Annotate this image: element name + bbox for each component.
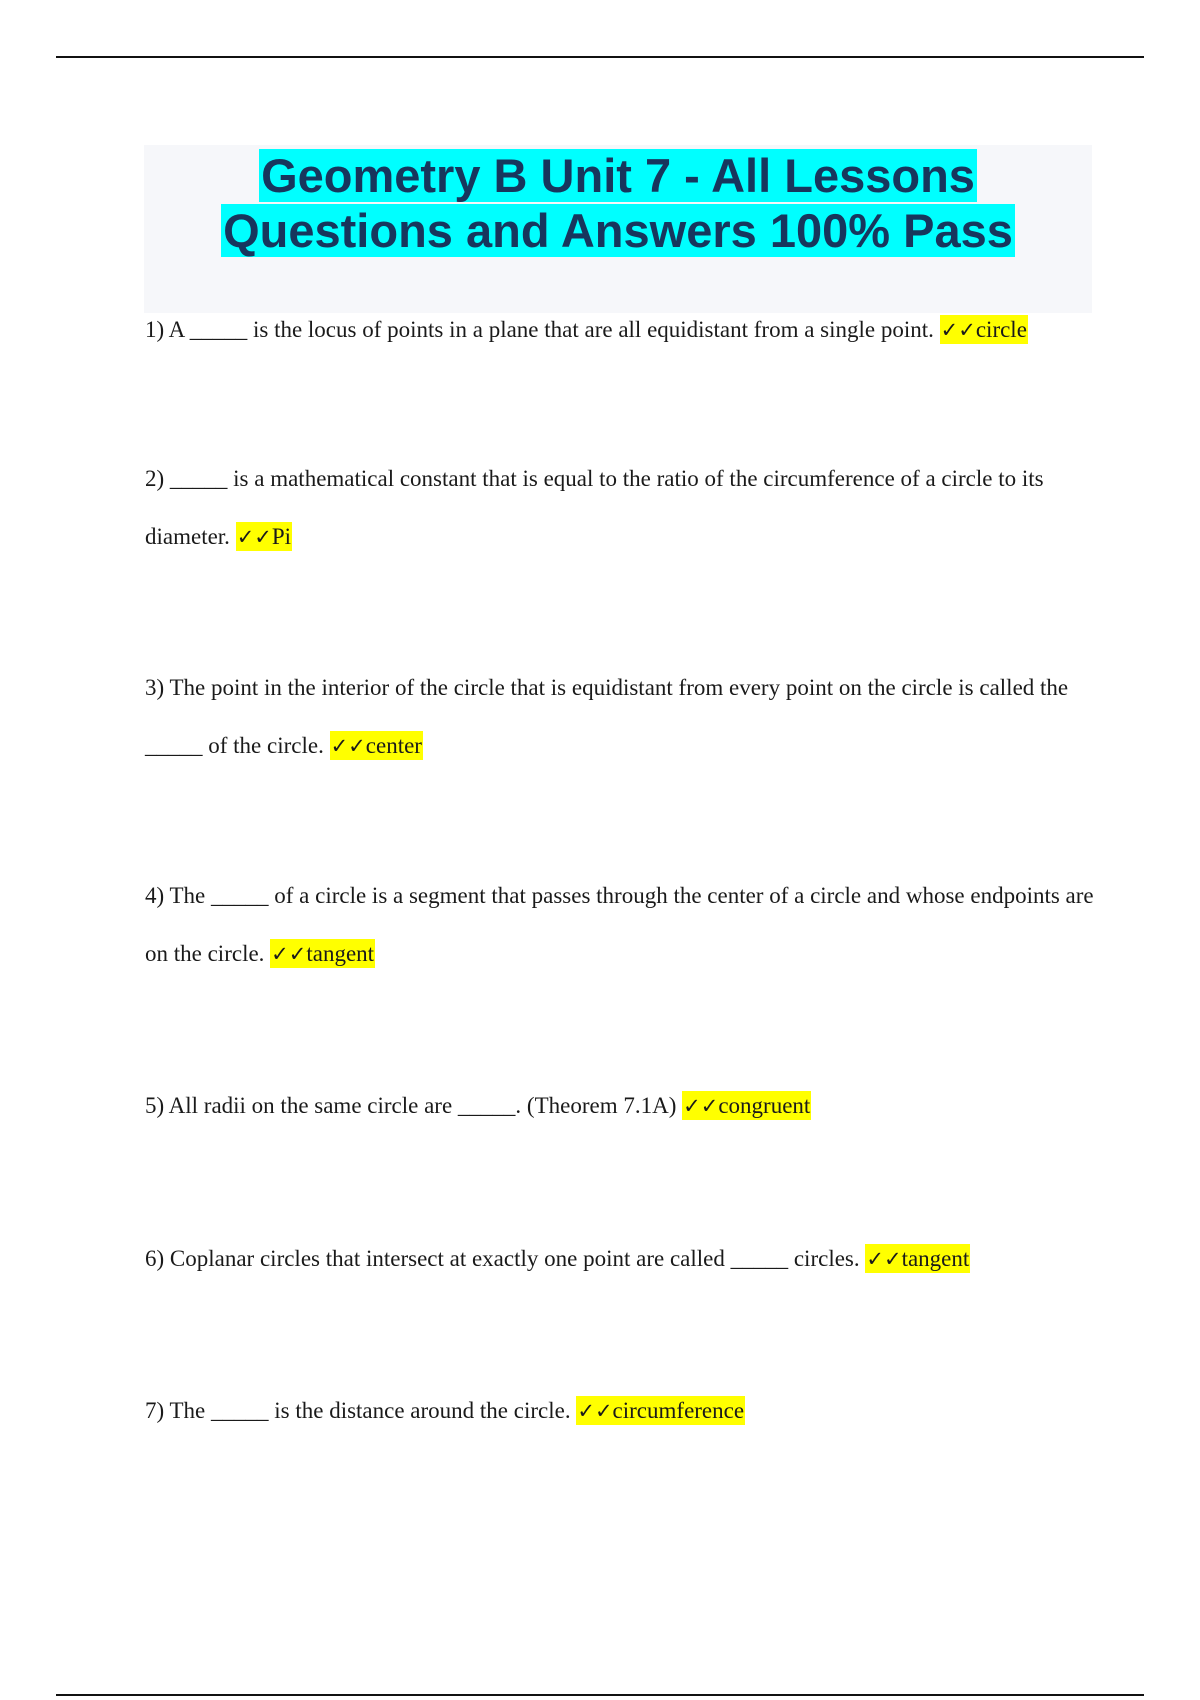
answer-text: center: [365, 733, 422, 758]
footer-rule: [56, 1694, 1144, 1696]
answer-highlight: [270, 939, 375, 968]
title-line-2: Questions and Answers 100% Pass: [223, 204, 1013, 257]
answer-highlight: [865, 1244, 970, 1273]
answer-highlight: [330, 731, 423, 760]
double-check-icon: ✓✓: [940, 318, 976, 342]
answer-text: tangent: [901, 1246, 970, 1271]
document-title: [144, 145, 1092, 258]
question-1: [145, 301, 1095, 359]
double-check-icon: ✓✓: [271, 942, 307, 966]
question-4: [145, 867, 1095, 983]
question-7: [145, 1382, 1095, 1440]
answer-text: circumference: [612, 1398, 745, 1423]
header-rule: [56, 56, 1144, 58]
double-check-icon: ✓✓: [683, 1094, 719, 1118]
question-text: 1) A _____ is the locus of points in a plane that are all equidistant from a single point.: [145, 317, 934, 342]
answer-text: circle: [975, 317, 1027, 342]
answer-text: Pi: [271, 524, 292, 549]
question-text: 6) Coplanar circles that intersect at exactly one point are called _____ circles.: [145, 1246, 860, 1271]
question-6: [145, 1230, 1095, 1288]
double-check-icon: ✓✓: [330, 734, 366, 758]
answer-highlight: [682, 1091, 811, 1120]
question-text: 3) The point in the interior of the circle that is equidistant from every point on the circle is called the _____ of the circle.: [145, 675, 1069, 758]
answer-text: congruent: [718, 1093, 811, 1118]
title-line-1: Geometry B Unit 7 - All Lessons: [261, 149, 975, 202]
answer-highlight: [940, 315, 1028, 344]
double-check-icon: ✓✓: [577, 1399, 613, 1423]
question-text: 2) _____ is a mathematical constant that is equal to the ratio of the circumference of a circle to its diameter.: [145, 466, 1044, 549]
answer-highlight: [236, 522, 292, 551]
question-3: [145, 659, 1095, 775]
question-2: [145, 450, 1095, 566]
double-check-icon: ✓✓: [236, 525, 272, 549]
title-box: [144, 145, 1092, 313]
question-text: 4) The _____ of a circle is a segment that passes through the center of a circle and whose endpoints are on the circle.: [145, 883, 1094, 966]
answer-highlight: [576, 1396, 745, 1425]
answer-text: tangent: [306, 941, 375, 966]
double-check-icon: ✓✓: [866, 1247, 902, 1271]
question-5: [145, 1077, 1095, 1135]
question-text: 7) The _____ is the distance around the circle.: [145, 1398, 571, 1423]
question-text: 5) All radii on the same circle are _____. (Theorem 7.1A): [145, 1093, 677, 1118]
